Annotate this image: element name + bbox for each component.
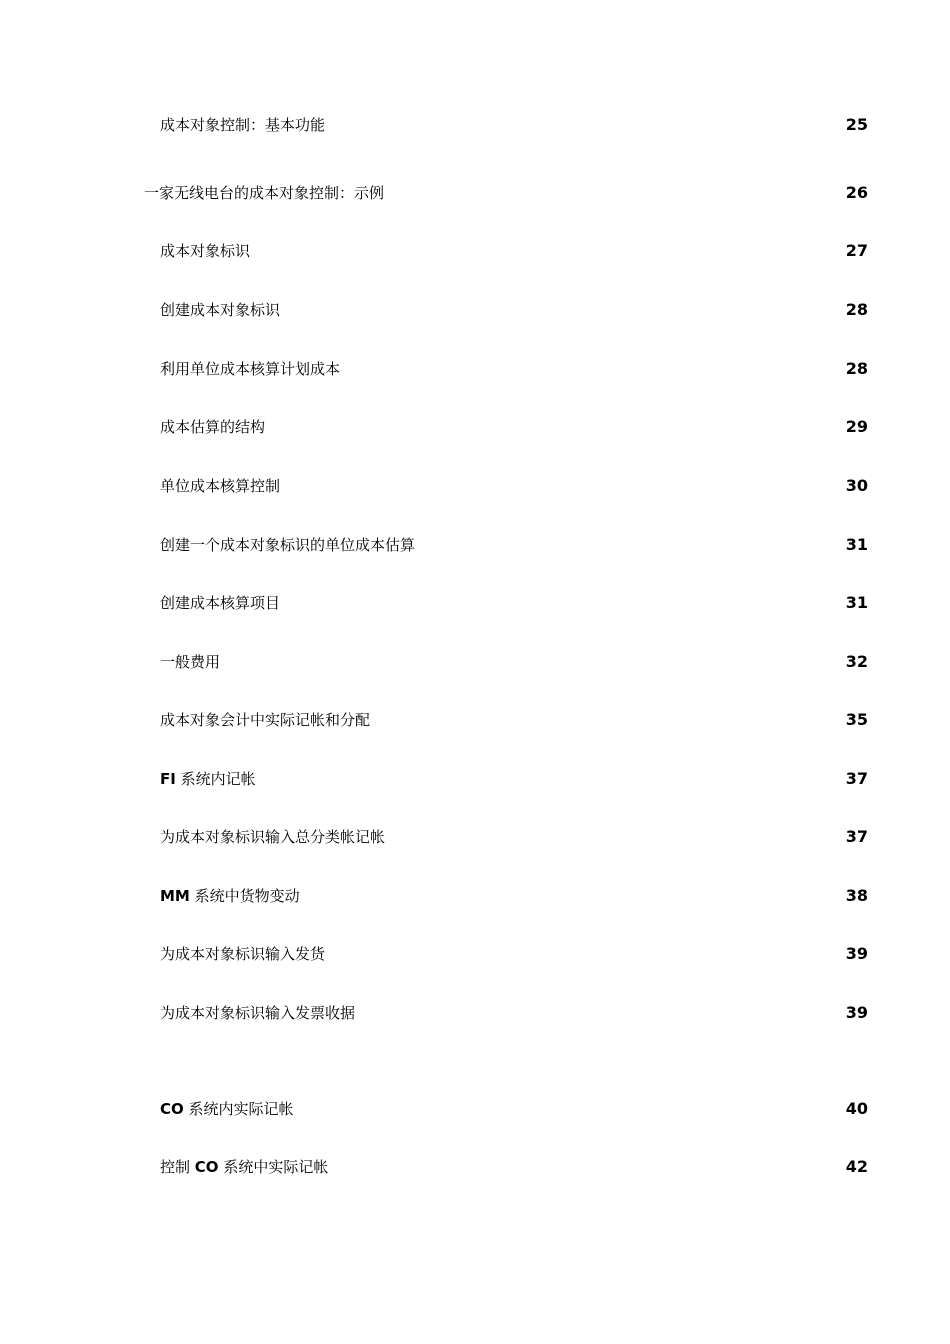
toc-entry-page: 42 <box>845 1157 868 1176</box>
toc-entry-title[interactable] <box>160 767 256 791</box>
toc-entry-page: 40 <box>845 1099 868 1118</box>
toc-entry-title[interactable]: 成本对象会计中实际记帐和分配 <box>160 711 371 729</box>
toc-entry-page: 38 <box>845 886 868 905</box>
toc-entry-page: 35 <box>845 710 868 729</box>
toc-entry[interactable] <box>0 942 950 966</box>
toc-entry-page: 28 <box>845 359 868 378</box>
toc-entry-title-text: 系统中实际记帐 <box>223 1158 329 1176</box>
toc-entry-page: 32 <box>845 652 868 671</box>
toc-entry-page: 28 <box>845 300 868 319</box>
toc-entry-title-prefix: FI <box>160 770 176 788</box>
toc-entry-title-text: 系统内记帐 <box>180 770 256 788</box>
toc-entry-title-prefix: MM <box>160 887 190 905</box>
toc-entry[interactable] <box>0 181 950 205</box>
toc-entry-title[interactable]: 为成本对象标识输入总分类帐记帐 <box>160 828 386 846</box>
toc-entry-page: 30 <box>845 476 868 495</box>
toc-entry-page: 27 <box>845 241 868 260</box>
toc-entry[interactable] <box>0 767 950 791</box>
toc-entry[interactable] <box>0 474 950 498</box>
toc-entry[interactable] <box>0 825 950 849</box>
toc-entry[interactable] <box>0 113 950 137</box>
toc-entry-page: 37 <box>845 827 868 846</box>
toc-entry-title[interactable] <box>160 1097 294 1121</box>
toc-entry[interactable] <box>0 533 950 557</box>
toc-entry-title[interactable]: 为成本对象标识输入发票收据 <box>160 1004 356 1022</box>
toc-entry-title[interactable]: 利用单位成本核算计划成本 <box>160 360 341 378</box>
toc-entry-title[interactable]: 为成本对象标识输入发货 <box>160 945 326 963</box>
toc-entry[interactable] <box>0 298 950 322</box>
toc-entry-page: 26 <box>845 183 868 202</box>
toc-entry-title[interactable]: 创建成本核算项目 <box>160 594 281 612</box>
toc-entry-page: 39 <box>845 1003 868 1022</box>
toc-entry-page: 25 <box>845 115 868 134</box>
toc-entry-title-text: 系统中货物变动 <box>194 887 300 905</box>
toc-entry-title[interactable]: 一般费用 <box>160 653 221 671</box>
toc-entry[interactable] <box>0 1155 950 1179</box>
toc-entry[interactable] <box>0 1097 950 1121</box>
toc-entry-title[interactable]: 创建一个成本对象标识的单位成本估算 <box>160 536 416 554</box>
toc-entry-title[interactable]: 创建成本对象标识 <box>160 301 281 319</box>
toc-entry[interactable] <box>0 415 950 439</box>
toc-entry-title-prefix: CO <box>194 1158 219 1176</box>
toc-entry[interactable] <box>0 239 950 263</box>
toc-entry-title-prefix: CO <box>160 1100 184 1118</box>
toc-entry[interactable] <box>0 708 950 732</box>
toc-entry-page: 31 <box>845 535 868 554</box>
toc-entry[interactable] <box>0 591 950 615</box>
toc-entry-title[interactable]: 成本估算的结构 <box>160 418 266 436</box>
toc-entry-page: 31 <box>845 593 868 612</box>
toc-entry[interactable] <box>0 1001 950 1025</box>
toc-entry-page: 29 <box>845 417 868 436</box>
toc-entry-page: 39 <box>845 944 868 963</box>
toc-entry[interactable] <box>0 650 950 674</box>
toc-entry-title-text: 系统内实际记帐 <box>188 1100 294 1118</box>
toc-entry-title[interactable]: 单位成本核算控制 <box>160 477 281 495</box>
toc-entry-title[interactable]: 一家无线电台的成本对象控制：示例 <box>144 184 385 202</box>
toc-entry-title[interactable] <box>160 884 300 908</box>
toc-entry-title[interactable]: 成本对象标识 <box>160 242 251 260</box>
toc-entry-page: 37 <box>845 769 868 788</box>
toc-entry-title[interactable]: 成本对象控制：基本功能 <box>160 116 326 134</box>
toc-entry[interactable] <box>0 884 950 908</box>
toc-entry-title-pre: 控制 <box>160 1158 191 1176</box>
toc-entry-title[interactable] <box>160 1155 328 1179</box>
toc-entry[interactable] <box>0 357 950 381</box>
